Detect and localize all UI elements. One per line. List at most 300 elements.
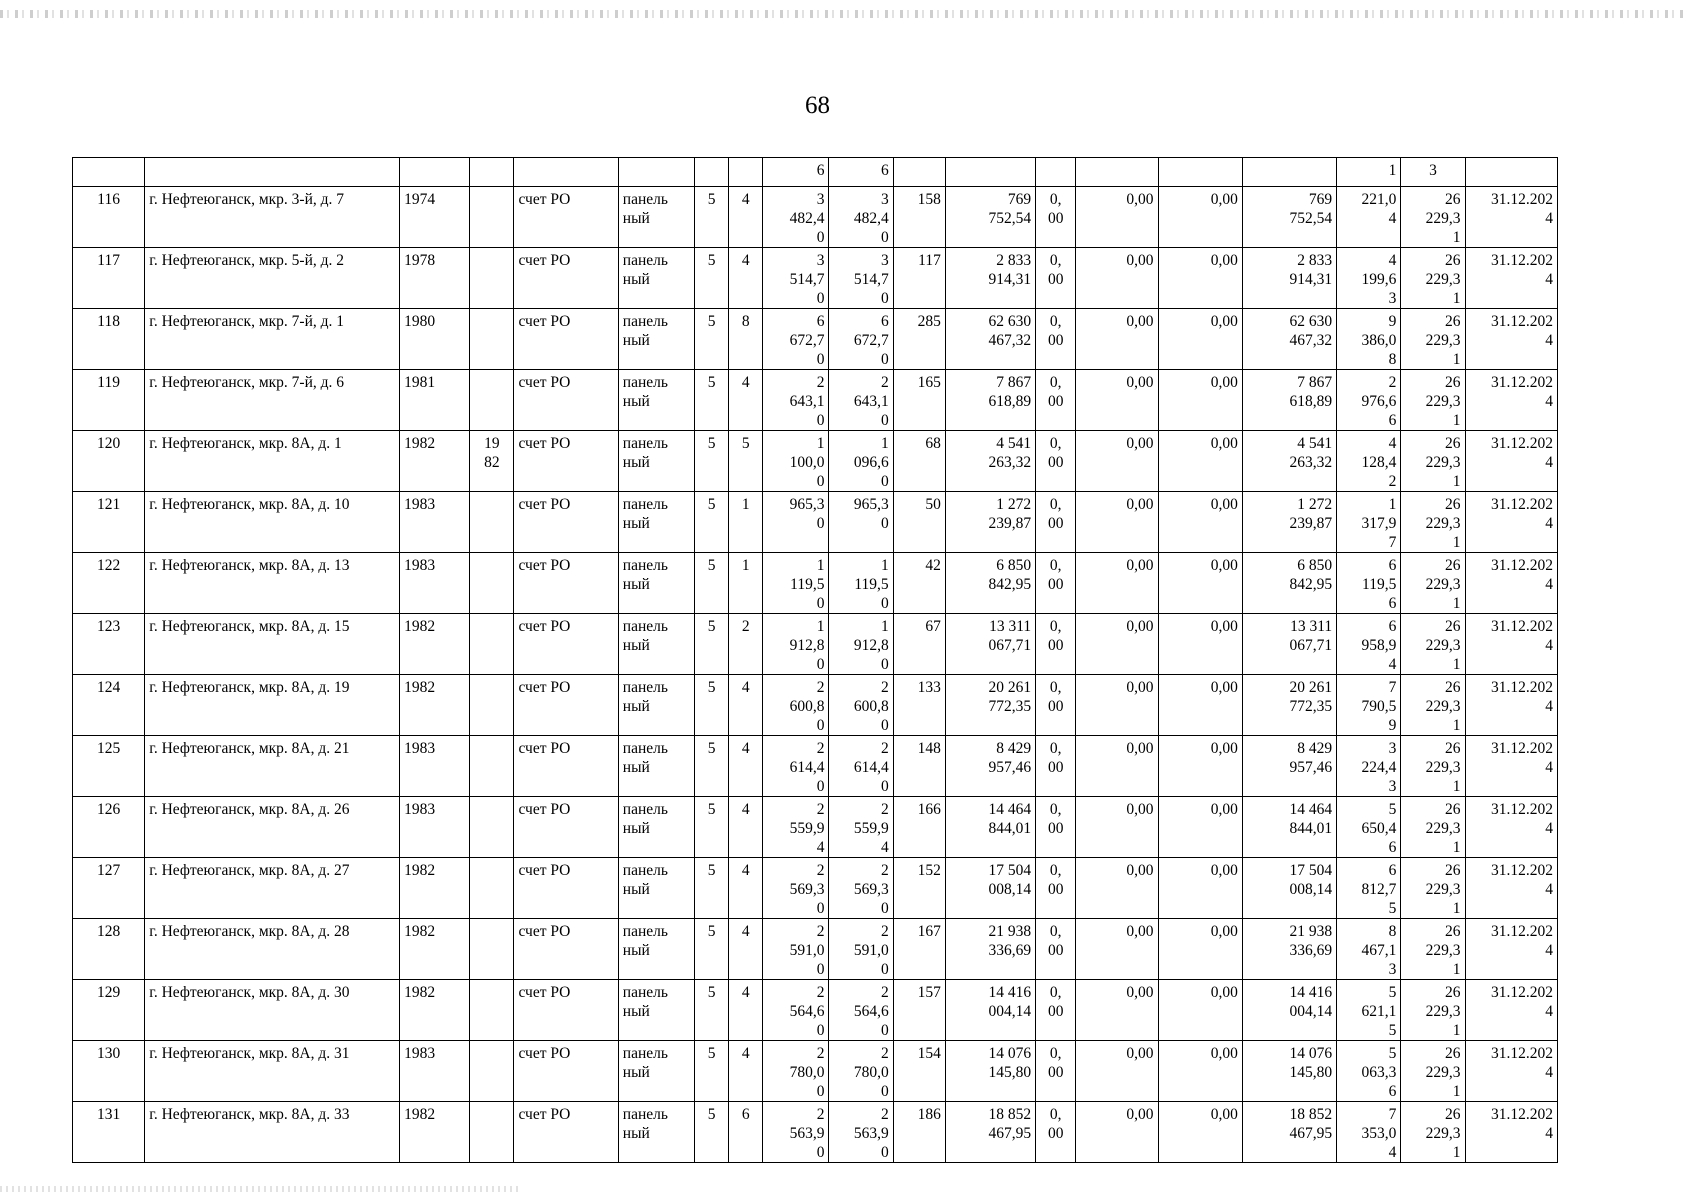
address-cell: г. Нефтеюганск, мкр. 8А, д. 26 bbox=[145, 797, 400, 858]
build-year-cell: 1974 bbox=[400, 187, 470, 248]
build-year-cell: 1978 bbox=[400, 248, 470, 309]
cost-per-m2-cell: 6 119,5 6 bbox=[1337, 553, 1401, 614]
owners-funds-cell: 21 938 336,69 bbox=[1242, 919, 1336, 980]
reconstruction-year-cell bbox=[470, 1041, 514, 1102]
cost-limit-per-m2-cell: 26 229,3 1 bbox=[1401, 431, 1465, 492]
repair-cost-cell: 13 311 067,71 bbox=[945, 614, 1035, 675]
table-row bbox=[73, 858, 1558, 919]
build-year-cell: 1982 bbox=[400, 1102, 470, 1163]
entrances-cell: 6 bbox=[729, 1102, 763, 1163]
entrances-cell: 2 bbox=[729, 614, 763, 675]
residents-count-cell: 157 bbox=[893, 980, 945, 1041]
header-cell bbox=[729, 158, 763, 187]
local-funds-cell: 0,00 bbox=[1158, 614, 1242, 675]
living-area-cell: 2 591,0 0 bbox=[829, 919, 893, 980]
federal-funds-cell: 0, 00 bbox=[1036, 919, 1076, 980]
entrances-cell: 4 bbox=[729, 980, 763, 1041]
address-cell: г. Нефтеюганск, мкр. 8А, д. 19 bbox=[145, 675, 400, 736]
table-row bbox=[73, 431, 1558, 492]
owners-funds-cell: 8 429 957,46 bbox=[1242, 736, 1336, 797]
cost-per-m2-cell: 8 467,1 3 bbox=[1337, 919, 1401, 980]
federal-funds-cell: 0, 00 bbox=[1036, 248, 1076, 309]
owners-funds-cell: 2 833 914,31 bbox=[1242, 248, 1336, 309]
federal-funds-cell: 0, 00 bbox=[1036, 187, 1076, 248]
local-funds-cell: 0,00 bbox=[1158, 675, 1242, 736]
total-area-cell: 2 591,0 0 bbox=[763, 919, 829, 980]
local-funds-cell: 0,00 bbox=[1158, 980, 1242, 1041]
row-number-cell: 118 bbox=[73, 309, 145, 370]
entrances-cell: 4 bbox=[729, 248, 763, 309]
local-funds-cell: 0,00 bbox=[1158, 736, 1242, 797]
address-cell: г. Нефтеюганск, мкр. 8А, д. 10 bbox=[145, 492, 400, 553]
completion-date-cell: 31.12.202 4 bbox=[1465, 431, 1557, 492]
residents-count-cell: 42 bbox=[893, 553, 945, 614]
entrances-cell: 4 bbox=[729, 919, 763, 980]
cost-limit-per-m2-cell: 26 229,3 1 bbox=[1401, 553, 1465, 614]
build-year-cell: 1983 bbox=[400, 1041, 470, 1102]
header-cell: 6 bbox=[829, 158, 893, 187]
header-cell bbox=[1242, 158, 1336, 187]
table-row bbox=[73, 980, 1558, 1041]
build-year-cell: 1982 bbox=[400, 858, 470, 919]
owners-funds-cell: 14 076 145,80 bbox=[1242, 1041, 1336, 1102]
reconstruction-year-cell bbox=[470, 1102, 514, 1163]
repair-cost-cell: 17 504 008,14 bbox=[945, 858, 1035, 919]
reconstruction-year-cell bbox=[470, 919, 514, 980]
build-year-cell: 1983 bbox=[400, 553, 470, 614]
floors-cell: 5 bbox=[695, 370, 729, 431]
header-cell bbox=[1036, 158, 1076, 187]
cost-limit-per-m2-cell: 26 229,3 1 bbox=[1401, 1102, 1465, 1163]
header-cell bbox=[145, 158, 400, 187]
residents-count-cell: 167 bbox=[893, 919, 945, 980]
total-area-cell: 2 614,4 0 bbox=[763, 736, 829, 797]
owners-funds-cell: 4 541 263,32 bbox=[1242, 431, 1336, 492]
residents-count-cell: 166 bbox=[893, 797, 945, 858]
wall-material-cell: панель ный bbox=[618, 187, 694, 248]
repair-cost-cell: 6 850 842,95 bbox=[945, 553, 1035, 614]
completion-date-cell: 31.12.202 4 bbox=[1465, 370, 1557, 431]
regional-funds-cell: 0,00 bbox=[1076, 675, 1158, 736]
table-row bbox=[73, 309, 1558, 370]
federal-funds-cell: 0, 00 bbox=[1036, 309, 1076, 370]
row-number-cell: 131 bbox=[73, 1102, 145, 1163]
local-funds-cell: 0,00 bbox=[1158, 1041, 1242, 1102]
row-number-cell: 125 bbox=[73, 736, 145, 797]
repair-cost-cell: 2 833 914,31 bbox=[945, 248, 1035, 309]
floors-cell: 5 bbox=[695, 797, 729, 858]
reconstruction-year-cell bbox=[470, 492, 514, 553]
completion-date-cell: 31.12.202 4 bbox=[1465, 248, 1557, 309]
total-area-cell: 1 119,5 0 bbox=[763, 553, 829, 614]
build-year-cell: 1982 bbox=[400, 980, 470, 1041]
cost-per-m2-cell: 9 386,0 8 bbox=[1337, 309, 1401, 370]
page-number: 68 bbox=[805, 92, 830, 119]
cost-per-m2-cell: 5 063,3 6 bbox=[1337, 1041, 1401, 1102]
wall-material-cell: панель ный bbox=[618, 736, 694, 797]
federal-funds-cell: 0, 00 bbox=[1036, 492, 1076, 553]
cost-limit-per-m2-cell: 26 229,3 1 bbox=[1401, 187, 1465, 248]
owners-funds-cell: 62 630 467,32 bbox=[1242, 309, 1336, 370]
scan-edge-noise-bottom bbox=[0, 1186, 520, 1192]
fund-account-cell: счет РО bbox=[514, 919, 618, 980]
address-cell: г. Нефтеюганск, мкр. 8А, д. 1 bbox=[145, 431, 400, 492]
floors-cell: 5 bbox=[695, 248, 729, 309]
reconstruction-year-cell bbox=[470, 370, 514, 431]
federal-funds-cell: 0, 00 bbox=[1036, 675, 1076, 736]
completion-date-cell: 31.12.202 4 bbox=[1465, 1041, 1557, 1102]
entrances-cell: 4 bbox=[729, 736, 763, 797]
floors-cell: 5 bbox=[695, 980, 729, 1041]
fund-account-cell: счет РО bbox=[514, 736, 618, 797]
cost-limit-per-m2-cell: 26 229,3 1 bbox=[1401, 248, 1465, 309]
cost-limit-per-m2-cell: 26 229,3 1 bbox=[1401, 614, 1465, 675]
fund-account-cell: счет РО bbox=[514, 370, 618, 431]
owners-funds-cell: 17 504 008,14 bbox=[1242, 858, 1336, 919]
living-area-cell: 2 564,6 0 bbox=[829, 980, 893, 1041]
header-cell bbox=[893, 158, 945, 187]
reconstruction-year-cell bbox=[470, 187, 514, 248]
cost-per-m2-cell: 7 353,0 4 bbox=[1337, 1102, 1401, 1163]
header-cell bbox=[1076, 158, 1158, 187]
regional-funds-cell: 0,00 bbox=[1076, 248, 1158, 309]
wall-material-cell: панель ный bbox=[618, 614, 694, 675]
living-area-cell: 965,3 0 bbox=[829, 492, 893, 553]
row-number-cell: 116 bbox=[73, 187, 145, 248]
header-cell bbox=[695, 158, 729, 187]
header-cell bbox=[1465, 158, 1557, 187]
repair-cost-cell: 769 752,54 bbox=[945, 187, 1035, 248]
address-cell: г. Нефтеюганск, мкр. 8А, д. 13 bbox=[145, 553, 400, 614]
floors-cell: 5 bbox=[695, 736, 729, 797]
address-cell: г. Нефтеюганск, мкр. 7-й, д. 6 bbox=[145, 370, 400, 431]
header-cell: 6 bbox=[763, 158, 829, 187]
floors-cell: 5 bbox=[695, 675, 729, 736]
local-funds-cell: 0,00 bbox=[1158, 1102, 1242, 1163]
total-area-cell: 2 780,0 0 bbox=[763, 1041, 829, 1102]
row-number-cell: 123 bbox=[73, 614, 145, 675]
total-area-cell: 2 569,3 0 bbox=[763, 858, 829, 919]
reconstruction-year-cell bbox=[470, 553, 514, 614]
cost-per-m2-cell: 7 790,5 9 bbox=[1337, 675, 1401, 736]
header-cell: 1 bbox=[1337, 158, 1401, 187]
reconstruction-year-cell bbox=[470, 736, 514, 797]
fund-account-cell: счет РО bbox=[514, 309, 618, 370]
row-number-cell: 117 bbox=[73, 248, 145, 309]
build-year-cell: 1983 bbox=[400, 492, 470, 553]
header-cell bbox=[73, 158, 145, 187]
table-row bbox=[73, 370, 1558, 431]
federal-funds-cell: 0, 00 bbox=[1036, 980, 1076, 1041]
regional-funds-cell: 0,00 bbox=[1076, 736, 1158, 797]
total-area-cell: 3 514,7 0 bbox=[763, 248, 829, 309]
row-number-cell: 127 bbox=[73, 858, 145, 919]
header-cell bbox=[470, 158, 514, 187]
local-funds-cell: 0,00 bbox=[1158, 431, 1242, 492]
completion-date-cell: 31.12.202 4 bbox=[1465, 980, 1557, 1041]
table-row bbox=[73, 1102, 1558, 1163]
cost-per-m2-cell: 5 621,1 5 bbox=[1337, 980, 1401, 1041]
repair-cost-cell: 4 541 263,32 bbox=[945, 431, 1035, 492]
cost-per-m2-cell: 3 224,4 3 bbox=[1337, 736, 1401, 797]
fund-account-cell: счет РО bbox=[514, 675, 618, 736]
total-area-cell: 2 564,6 0 bbox=[763, 980, 829, 1041]
table-row bbox=[73, 187, 1558, 248]
residents-count-cell: 117 bbox=[893, 248, 945, 309]
repair-cost-cell: 1 272 239,87 bbox=[945, 492, 1035, 553]
table-row bbox=[73, 492, 1558, 553]
wall-material-cell: панель ный bbox=[618, 492, 694, 553]
living-area-cell: 2 600,8 0 bbox=[829, 675, 893, 736]
living-area-cell: 6 672,7 0 bbox=[829, 309, 893, 370]
regional-funds-cell: 0,00 bbox=[1076, 1102, 1158, 1163]
address-cell: г. Нефтеюганск, мкр. 8А, д. 28 bbox=[145, 919, 400, 980]
repair-cost-cell: 62 630 467,32 bbox=[945, 309, 1035, 370]
living-area-cell: 2 780,0 0 bbox=[829, 1041, 893, 1102]
regional-funds-cell: 0,00 bbox=[1076, 980, 1158, 1041]
owners-funds-cell: 14 416 004,14 bbox=[1242, 980, 1336, 1041]
local-funds-cell: 0,00 bbox=[1158, 553, 1242, 614]
repair-cost-cell: 14 416 004,14 bbox=[945, 980, 1035, 1041]
header-cell bbox=[1158, 158, 1242, 187]
cost-limit-per-m2-cell: 26 229,3 1 bbox=[1401, 492, 1465, 553]
residents-count-cell: 154 bbox=[893, 1041, 945, 1102]
cost-per-m2-cell: 221,0 4 bbox=[1337, 187, 1401, 248]
living-area-cell: 2 614,4 0 bbox=[829, 736, 893, 797]
housing-registry-table bbox=[72, 157, 1558, 1163]
owners-funds-cell: 6 850 842,95 bbox=[1242, 553, 1336, 614]
address-cell: г. Нефтеюганск, мкр. 8А, д. 27 bbox=[145, 858, 400, 919]
regional-funds-cell: 0,00 bbox=[1076, 614, 1158, 675]
entrances-cell: 4 bbox=[729, 858, 763, 919]
row-number-cell: 130 bbox=[73, 1041, 145, 1102]
header-cell bbox=[400, 158, 470, 187]
federal-funds-cell: 0, 00 bbox=[1036, 736, 1076, 797]
floors-cell: 5 bbox=[695, 1102, 729, 1163]
completion-date-cell: 31.12.202 4 bbox=[1465, 492, 1557, 553]
wall-material-cell: панель ный bbox=[618, 1041, 694, 1102]
residents-count-cell: 68 bbox=[893, 431, 945, 492]
row-number-cell: 120 bbox=[73, 431, 145, 492]
federal-funds-cell: 0, 00 bbox=[1036, 858, 1076, 919]
floors-cell: 5 bbox=[695, 187, 729, 248]
repair-cost-cell: 21 938 336,69 bbox=[945, 919, 1035, 980]
reconstruction-year-cell bbox=[470, 248, 514, 309]
floors-cell: 5 bbox=[695, 1041, 729, 1102]
table-row bbox=[73, 675, 1558, 736]
row-number-cell: 129 bbox=[73, 980, 145, 1041]
fund-account-cell: счет РО bbox=[514, 980, 618, 1041]
regional-funds-cell: 0,00 bbox=[1076, 431, 1158, 492]
living-area-cell: 2 569,3 0 bbox=[829, 858, 893, 919]
total-area-cell: 2 643,1 0 bbox=[763, 370, 829, 431]
regional-funds-cell: 0,00 bbox=[1076, 309, 1158, 370]
table-row bbox=[73, 248, 1558, 309]
header-row bbox=[73, 158, 1558, 187]
table-row bbox=[73, 736, 1558, 797]
floors-cell: 5 bbox=[695, 309, 729, 370]
wall-material-cell: панель ный bbox=[618, 431, 694, 492]
entrances-cell: 1 bbox=[729, 553, 763, 614]
cost-per-m2-cell: 1 317,9 7 bbox=[1337, 492, 1401, 553]
local-funds-cell: 0,00 bbox=[1158, 797, 1242, 858]
cost-limit-per-m2-cell: 26 229,3 1 bbox=[1401, 919, 1465, 980]
completion-date-cell: 31.12.202 4 bbox=[1465, 553, 1557, 614]
table-row bbox=[73, 797, 1558, 858]
entrances-cell: 5 bbox=[729, 431, 763, 492]
cost-per-m2-cell: 4 128,4 2 bbox=[1337, 431, 1401, 492]
repair-cost-cell: 14 076 145,80 bbox=[945, 1041, 1035, 1102]
completion-date-cell: 31.12.202 4 bbox=[1465, 309, 1557, 370]
wall-material-cell: панель ный bbox=[618, 553, 694, 614]
table-row bbox=[73, 919, 1558, 980]
wall-material-cell: панель ный bbox=[618, 919, 694, 980]
residents-count-cell: 285 bbox=[893, 309, 945, 370]
header-cell bbox=[945, 158, 1035, 187]
repair-cost-cell: 8 429 957,46 bbox=[945, 736, 1035, 797]
reconstruction-year-cell bbox=[470, 797, 514, 858]
cost-per-m2-cell: 5 650,4 6 bbox=[1337, 797, 1401, 858]
federal-funds-cell: 0, 00 bbox=[1036, 553, 1076, 614]
reconstruction-year-cell bbox=[470, 309, 514, 370]
owners-funds-cell: 1 272 239,87 bbox=[1242, 492, 1336, 553]
completion-date-cell: 31.12.202 4 bbox=[1465, 675, 1557, 736]
wall-material-cell: панель ный bbox=[618, 675, 694, 736]
reconstruction-year-cell bbox=[470, 614, 514, 675]
header-cell bbox=[514, 158, 618, 187]
address-cell: г. Нефтеюганск, мкр. 7-й, д. 1 bbox=[145, 309, 400, 370]
cost-per-m2-cell: 6 812,7 5 bbox=[1337, 858, 1401, 919]
repair-cost-cell: 20 261 772,35 bbox=[945, 675, 1035, 736]
living-area-cell: 3 482,4 0 bbox=[829, 187, 893, 248]
completion-date-cell: 31.12.202 4 bbox=[1465, 797, 1557, 858]
fund-account-cell: счет РО bbox=[514, 797, 618, 858]
address-cell: г. Нефтеюганск, мкр. 8А, д. 31 bbox=[145, 1041, 400, 1102]
cost-limit-per-m2-cell: 26 229,3 1 bbox=[1401, 675, 1465, 736]
owners-funds-cell: 14 464 844,01 bbox=[1242, 797, 1336, 858]
regional-funds-cell: 0,00 bbox=[1076, 858, 1158, 919]
fund-account-cell: счет РО bbox=[514, 248, 618, 309]
regional-funds-cell: 0,00 bbox=[1076, 1041, 1158, 1102]
entrances-cell: 4 bbox=[729, 187, 763, 248]
row-number-cell: 121 bbox=[73, 492, 145, 553]
fund-account-cell: счет РО bbox=[514, 614, 618, 675]
living-area-cell: 2 563,9 0 bbox=[829, 1102, 893, 1163]
local-funds-cell: 0,00 bbox=[1158, 858, 1242, 919]
regional-funds-cell: 0,00 bbox=[1076, 919, 1158, 980]
address-cell: г. Нефтеюганск, мкр. 5-й, д. 2 bbox=[145, 248, 400, 309]
fund-account-cell: счет РО bbox=[514, 553, 618, 614]
total-area-cell: 2 600,8 0 bbox=[763, 675, 829, 736]
cost-limit-per-m2-cell: 26 229,3 1 bbox=[1401, 858, 1465, 919]
reconstruction-year-cell bbox=[470, 980, 514, 1041]
fund-account-cell: счет РО bbox=[514, 187, 618, 248]
reconstruction-year-cell bbox=[470, 675, 514, 736]
build-year-cell: 1981 bbox=[400, 370, 470, 431]
build-year-cell: 1982 bbox=[400, 919, 470, 980]
federal-funds-cell: 0, 00 bbox=[1036, 1102, 1076, 1163]
entrances-cell: 4 bbox=[729, 370, 763, 431]
residents-count-cell: 133 bbox=[893, 675, 945, 736]
living-area-cell: 2 643,1 0 bbox=[829, 370, 893, 431]
cost-per-m2-cell: 4 199,6 3 bbox=[1337, 248, 1401, 309]
fund-account-cell: счет РО bbox=[514, 858, 618, 919]
row-number-cell: 128 bbox=[73, 919, 145, 980]
fund-account-cell: счет РО bbox=[514, 431, 618, 492]
repair-cost-cell: 14 464 844,01 bbox=[945, 797, 1035, 858]
total-area-cell: 2 559,9 4 bbox=[763, 797, 829, 858]
floors-cell: 5 bbox=[695, 858, 729, 919]
regional-funds-cell: 0,00 bbox=[1076, 553, 1158, 614]
build-year-cell: 1982 bbox=[400, 614, 470, 675]
wall-material-cell: панель ный bbox=[618, 309, 694, 370]
local-funds-cell: 0,00 bbox=[1158, 492, 1242, 553]
residents-count-cell: 152 bbox=[893, 858, 945, 919]
wall-material-cell: панель ный bbox=[618, 248, 694, 309]
fund-account-cell: счет РО bbox=[514, 492, 618, 553]
residents-count-cell: 165 bbox=[893, 370, 945, 431]
cost-limit-per-m2-cell: 26 229,3 1 bbox=[1401, 309, 1465, 370]
address-cell: г. Нефтеюганск, мкр. 8А, д. 21 bbox=[145, 736, 400, 797]
build-year-cell: 1982 bbox=[400, 675, 470, 736]
floors-cell: 5 bbox=[695, 492, 729, 553]
address-cell: г. Нефтеюганск, мкр. 8А, д. 30 bbox=[145, 980, 400, 1041]
floors-cell: 5 bbox=[695, 431, 729, 492]
owners-funds-cell: 13 311 067,71 bbox=[1242, 614, 1336, 675]
fund-account-cell: счет РО bbox=[514, 1041, 618, 1102]
reconstruction-year-cell: 19 82 bbox=[470, 431, 514, 492]
header-cell: 3 bbox=[1401, 158, 1465, 187]
total-area-cell: 6 672,7 0 bbox=[763, 309, 829, 370]
entrances-cell: 1 bbox=[729, 492, 763, 553]
address-cell: г. Нефтеюганск, мкр. 8А, д. 33 bbox=[145, 1102, 400, 1163]
entrances-cell: 8 bbox=[729, 309, 763, 370]
cost-limit-per-m2-cell: 26 229,3 1 bbox=[1401, 797, 1465, 858]
entrances-cell: 4 bbox=[729, 675, 763, 736]
total-area-cell: 1 100,0 0 bbox=[763, 431, 829, 492]
completion-date-cell: 31.12.202 4 bbox=[1465, 736, 1557, 797]
total-area-cell: 965,3 0 bbox=[763, 492, 829, 553]
table-row bbox=[73, 614, 1558, 675]
owners-funds-cell: 18 852 467,95 bbox=[1242, 1102, 1336, 1163]
row-number-cell: 122 bbox=[73, 553, 145, 614]
regional-funds-cell: 0,00 bbox=[1076, 187, 1158, 248]
floors-cell: 5 bbox=[695, 553, 729, 614]
floors-cell: 5 bbox=[695, 614, 729, 675]
local-funds-cell: 0,00 bbox=[1158, 248, 1242, 309]
table-row bbox=[73, 553, 1558, 614]
reconstruction-year-cell bbox=[470, 858, 514, 919]
fund-account-cell: счет РО bbox=[514, 1102, 618, 1163]
local-funds-cell: 0,00 bbox=[1158, 187, 1242, 248]
living-area-cell: 2 559,9 4 bbox=[829, 797, 893, 858]
completion-date-cell: 31.12.202 4 bbox=[1465, 614, 1557, 675]
federal-funds-cell: 0, 00 bbox=[1036, 1041, 1076, 1102]
build-year-cell: 1982 bbox=[400, 431, 470, 492]
entrances-cell: 4 bbox=[729, 1041, 763, 1102]
table-row bbox=[73, 1041, 1558, 1102]
row-number-cell: 119 bbox=[73, 370, 145, 431]
federal-funds-cell: 0, 00 bbox=[1036, 431, 1076, 492]
regional-funds-cell: 0,00 bbox=[1076, 492, 1158, 553]
owners-funds-cell: 769 752,54 bbox=[1242, 187, 1336, 248]
completion-date-cell: 31.12.202 4 bbox=[1465, 919, 1557, 980]
address-cell: г. Нефтеюганск, мкр. 8А, д. 15 bbox=[145, 614, 400, 675]
wall-material-cell: панель ный bbox=[618, 858, 694, 919]
owners-funds-cell: 20 261 772,35 bbox=[1242, 675, 1336, 736]
federal-funds-cell: 0, 00 bbox=[1036, 797, 1076, 858]
build-year-cell: 1983 bbox=[400, 797, 470, 858]
